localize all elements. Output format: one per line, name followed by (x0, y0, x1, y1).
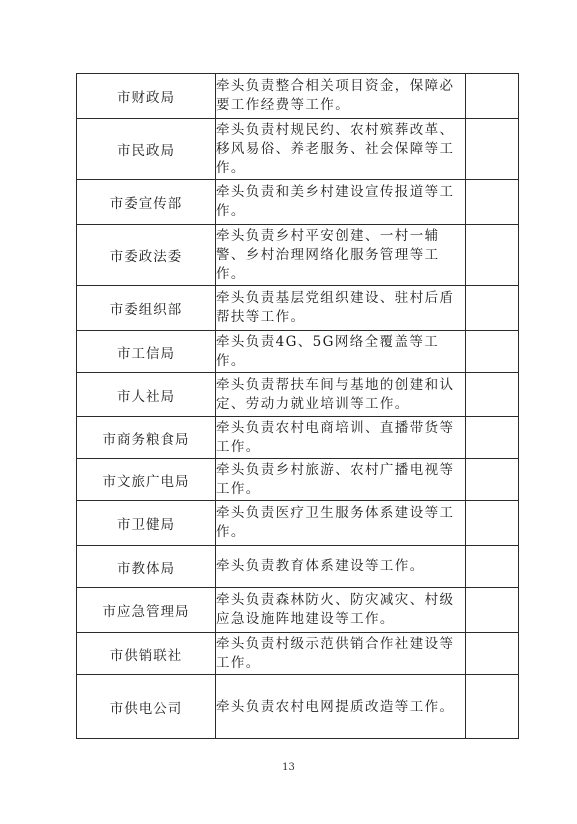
table-row (77, 225, 519, 286)
note-cell (466, 588, 519, 633)
duty-cell: 牵头负责4G、5G网络全覆盖等工作。 (216, 331, 466, 373)
duty-cell: 牵头负责帮扶车间与基地的创建和认定、劳动力就业培训等工作。 (216, 373, 466, 417)
table-row (77, 417, 519, 459)
department-cell: 市供电公司 (77, 675, 216, 739)
department-cell: 市工信局 (77, 331, 216, 373)
duty-cell: 牵头负责村级示范供销合作社建设等工作。 (216, 633, 466, 675)
table-row (77, 546, 519, 588)
department-cell: 市教体局 (77, 546, 216, 588)
table-row (77, 373, 519, 417)
duty-cell: 牵头负责农村电商培训、直播带货等工作。 (216, 417, 466, 459)
note-cell (466, 74, 519, 119)
department-cell: 市文旅广电局 (77, 459, 216, 501)
department-cell: 市委组织部 (77, 286, 216, 331)
department-cell: 市商务粮食局 (77, 417, 216, 459)
duty-cell: 牵头负责教育体系建设等工作。 (216, 546, 466, 588)
table-row (77, 180, 519, 225)
duty-cell: 牵头负责乡村平安创建、一村一辅警、乡村治理网络化服务管理等工作。 (216, 225, 466, 286)
note-cell (466, 546, 519, 588)
note-cell (466, 501, 519, 546)
responsibility-table (76, 73, 519, 739)
table-row (77, 588, 519, 633)
table-row (77, 119, 519, 180)
note-cell (466, 119, 519, 180)
department-cell: 市财政局 (77, 74, 216, 119)
note-cell (466, 675, 519, 739)
table-row (77, 331, 519, 373)
department-cell: 市委政法委 (77, 225, 216, 286)
note-cell (466, 180, 519, 225)
note-cell (466, 373, 519, 417)
duty-cell: 牵头负责和美乡村建设宣传报道等工作。 (216, 180, 466, 225)
table-row (77, 501, 519, 546)
department-cell: 市人社局 (77, 373, 216, 417)
table-row (77, 286, 519, 331)
note-cell (466, 633, 519, 675)
duty-cell: 牵头负责医疗卫生服务体系建设等工作。 (216, 501, 466, 546)
duty-cell: 牵头负责农村电网提质改造等工作。 (216, 675, 466, 739)
page-number: 13 (282, 762, 295, 773)
department-cell: 市委宣传部 (77, 180, 216, 225)
table-row (77, 459, 519, 501)
department-cell: 市民政局 (77, 119, 216, 180)
department-cell: 市应急管理局 (77, 588, 216, 633)
table-row (77, 633, 519, 675)
table-row (77, 74, 519, 119)
department-cell: 市供销联社 (77, 633, 216, 675)
department-cell: 市卫健局 (77, 501, 216, 546)
note-cell (466, 225, 519, 286)
duty-cell: 牵头负责乡村旅游、农村广播电视等工作。 (216, 459, 466, 501)
note-cell (466, 286, 519, 331)
duty-cell: 牵头负责整合相关项目资金，保障必要工作经费等工作。 (216, 74, 466, 119)
duty-cell: 牵头负责森林防火、防灾减灾、村级应急设施阵地建设等工作。 (216, 588, 466, 633)
table-row (77, 675, 519, 739)
duty-cell: 牵头负责村规民约、农村殡葬改革、移风易俗、养老服务、社会保障等工作。 (216, 119, 466, 180)
note-cell (466, 459, 519, 501)
note-cell (466, 417, 519, 459)
note-cell (466, 331, 519, 373)
duty-cell: 牵头负责基层党组织建设、驻村后盾帮扶等工作。 (216, 286, 466, 331)
